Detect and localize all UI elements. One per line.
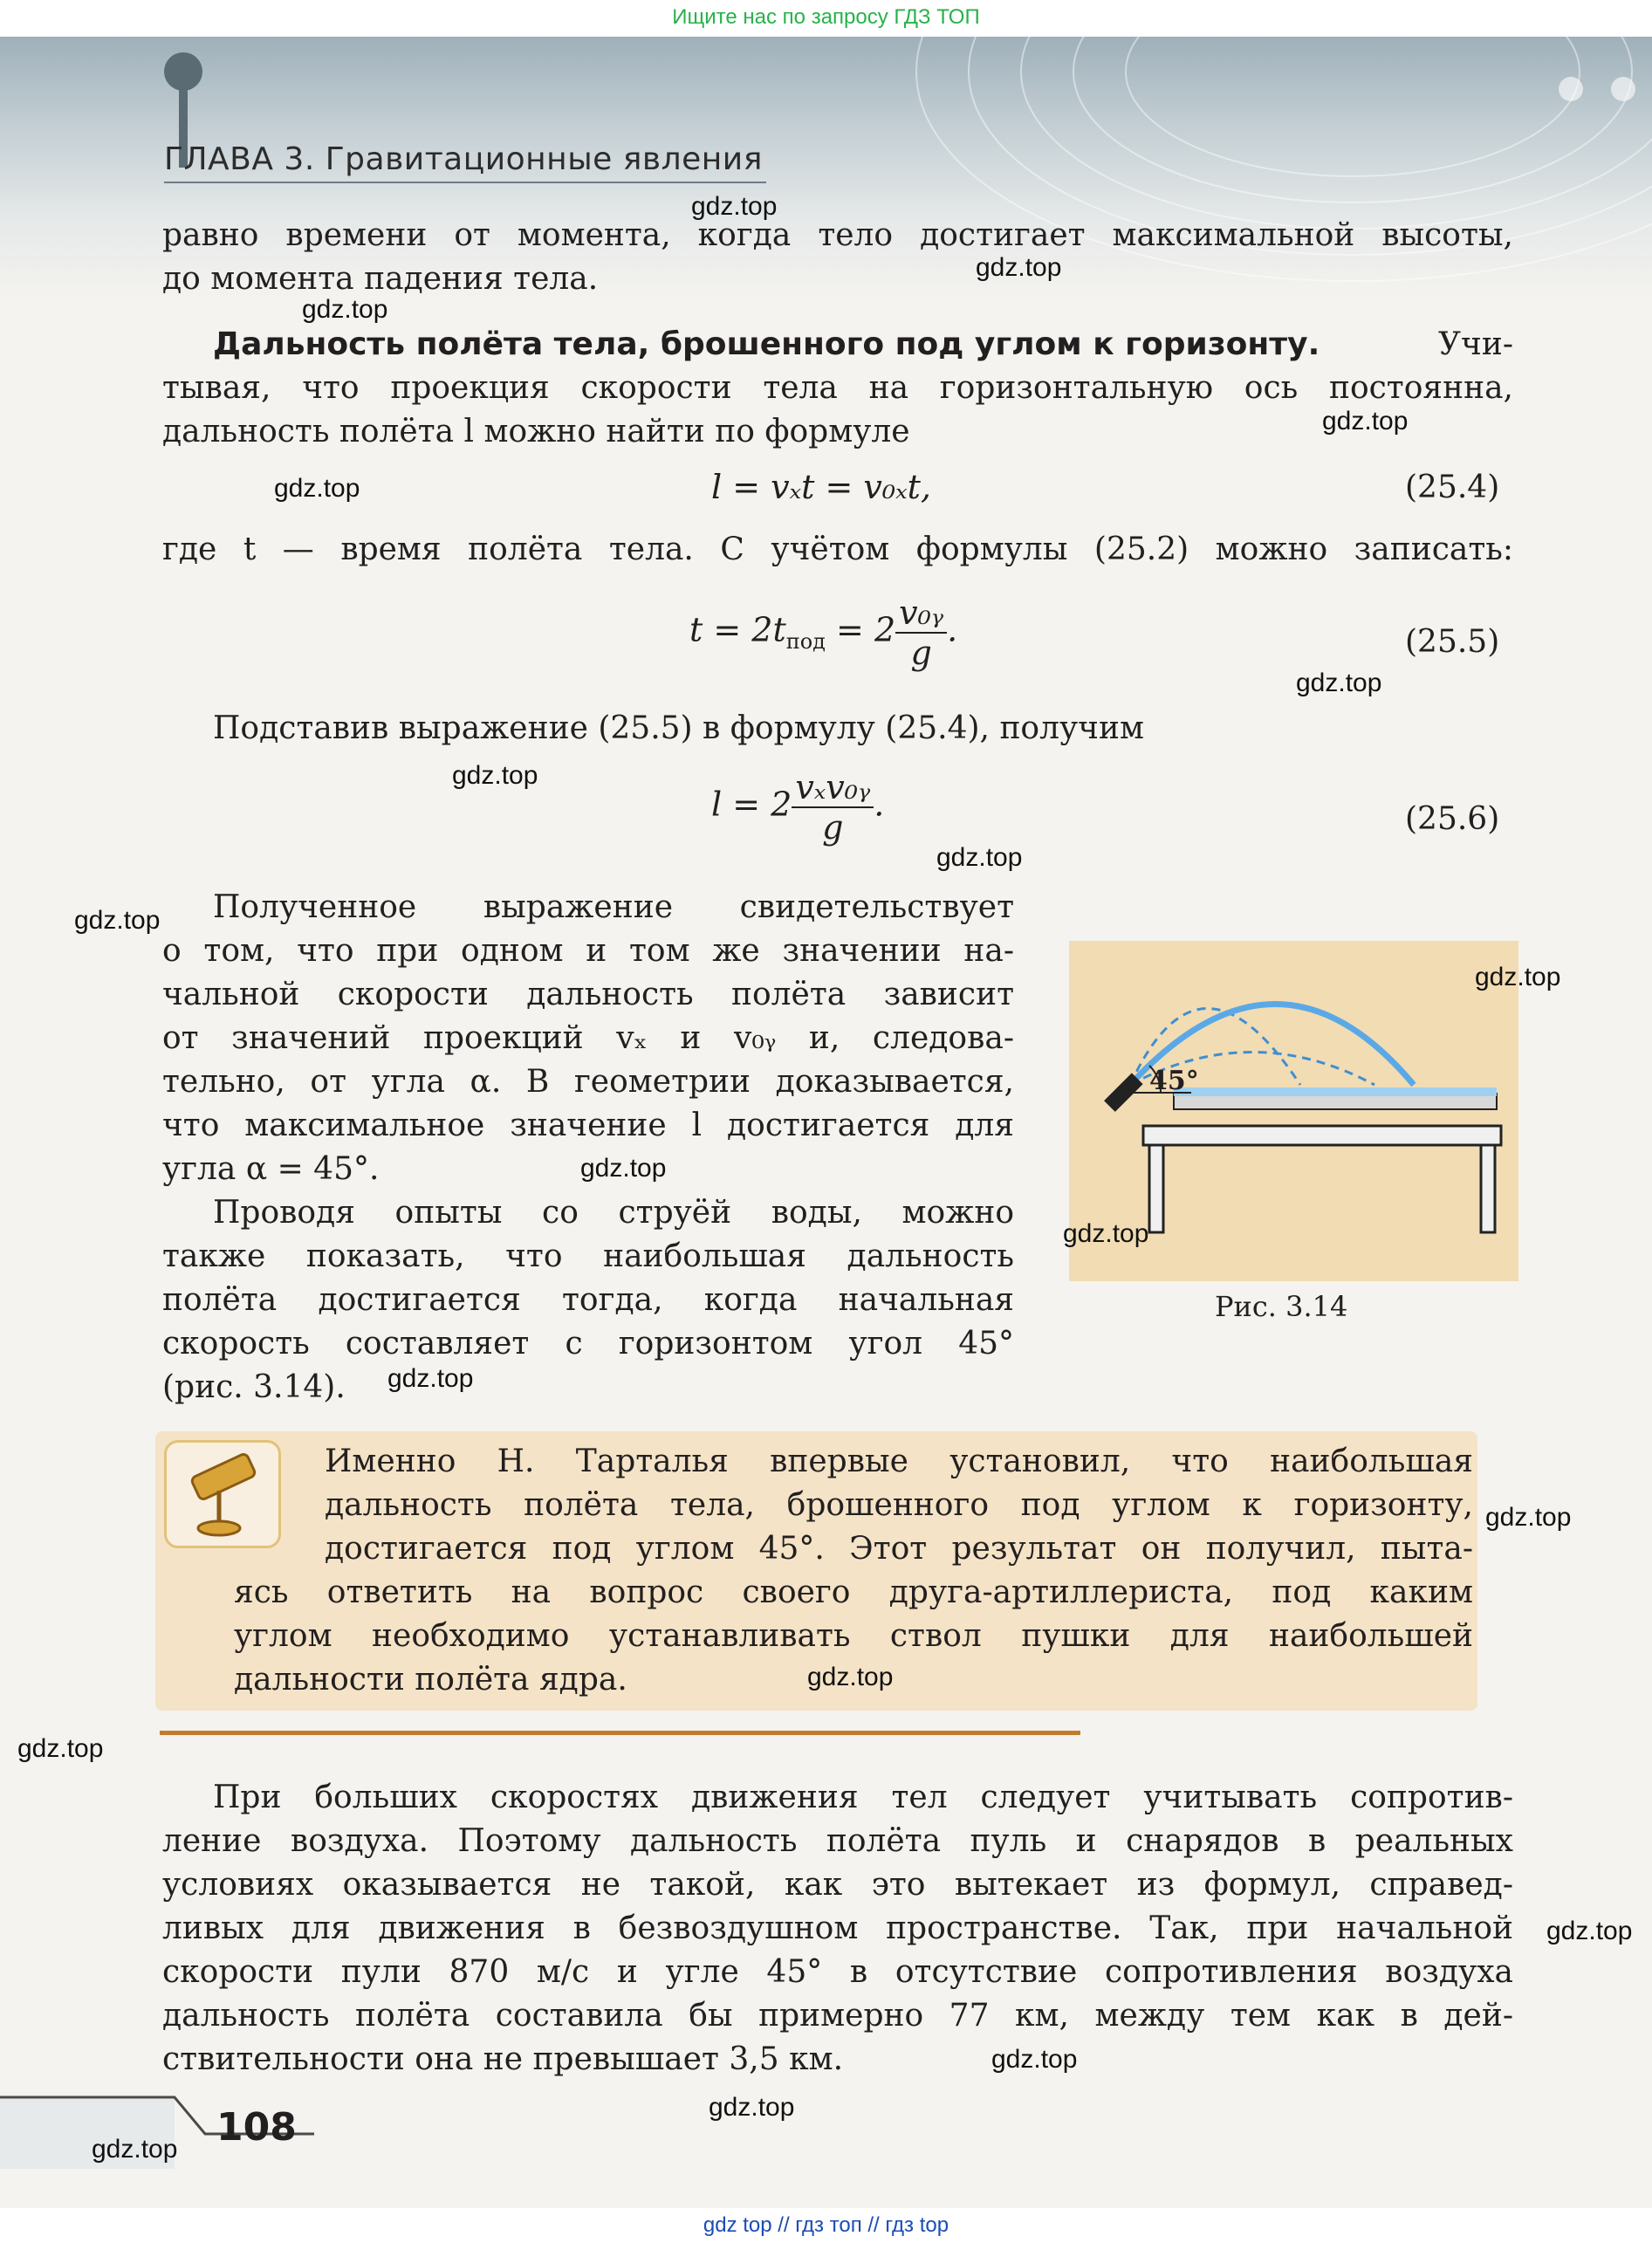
header-rule <box>164 182 766 183</box>
angle-label: 45° <box>1149 1066 1199 1096</box>
watermark: gdz.top <box>302 295 388 324</box>
intro-line-1: равно времени от момента, когда тело достигает максимальной высоты, <box>162 217 1513 253</box>
top-banner[interactable]: Ищите нас по запросу ГДЗ ТОП <box>0 0 1652 37</box>
eq5-sub: под <box>785 629 826 655</box>
note-line-6: дальности полёта ядра. <box>234 1662 627 1698</box>
watermark: gdz.top <box>452 761 538 790</box>
equation-25-6 <box>711 768 884 847</box>
water-surface <box>1174 1087 1497 1096</box>
eq5-end: . <box>947 610 958 649</box>
left-col-line-9: также показать, что наибольшая дальность <box>162 1238 1014 1274</box>
final-line-5: скорости пули 870 м/с и угле 45° в отсутствие сопротивления воздуха <box>162 1954 1513 1990</box>
table-leg-left <box>1149 1145 1163 1232</box>
watermark: gdz.top <box>74 906 161 935</box>
page-number: 108 <box>216 2105 297 2150</box>
final-line-7: ствительности она не превышает 3,5 км. <box>162 2041 844 2077</box>
watermark: gdz.top <box>936 843 1023 872</box>
note-line-2: дальность полёта тела, брошенного под углом к горизонту, <box>325 1487 1473 1523</box>
watermark: gdz.top <box>976 253 1062 282</box>
table-top <box>1143 1126 1501 1145</box>
watermark: gdz.top <box>387 1364 474 1393</box>
note-line-4: ясь ответить на вопрос своего друга-артиллериста, под каким <box>234 1574 1473 1610</box>
left-col-line-10: полёта достигается тогда, когда начальная <box>162 1282 1014 1318</box>
figure-caption: Рис. 3.14 <box>1215 1290 1348 1323</box>
watermark: gdz.top <box>1546 1917 1633 1945</box>
watermark: gdz.top <box>92 2135 178 2164</box>
eq6-end: . <box>874 785 885 824</box>
left-col-line-3: чальной скорости дальность полёта зависит <box>162 977 1014 1012</box>
equation-number-25-4: (25.4) <box>1405 470 1500 505</box>
watermark: gdz.top <box>274 474 360 503</box>
left-col-line-4: от значений проекций vₓ и v₀ᵧ и, следова- <box>162 1020 1014 1056</box>
equation-25-5 <box>689 593 957 672</box>
watermark: gdz.top <box>1296 669 1382 697</box>
eq6-left: l = 2 <box>711 785 792 824</box>
eq6-numerator: vₓv₀ᵧ <box>792 768 874 808</box>
section-line-2: тывая, что проекция скорости тела на горизонтальную ось постоянна, <box>162 370 1513 406</box>
eq5-left: t = 2t <box>689 610 786 649</box>
final-line-1: При больших скоростях движения тел следует учитывать сопротив- <box>213 1780 1513 1815</box>
final-line-3: условиях оказывается не такой, как это вытекает из формул, справед- <box>162 1867 1513 1903</box>
left-col-line-11: скорость составляет с горизонтом угол 45° <box>162 1326 1014 1362</box>
section-line-1: Учи- <box>1438 326 1513 362</box>
eq5-fraction <box>895 593 947 672</box>
bottom-banner[interactable]: gdz top // гдз топ // гдз top <box>0 2208 1652 2243</box>
left-col-line-12: (рис. 3.14). <box>162 1369 346 1405</box>
left-col-line-5: тельно, от угла α. В геометрии доказывается, <box>162 1064 1014 1100</box>
equation-25-4: l = vₓt = v₀ₓt, <box>711 468 931 506</box>
watermark: gdz.top <box>1475 963 1561 991</box>
watermark: gdz.top <box>1485 1503 1572 1532</box>
watermark: gdz.top <box>17 1734 104 1763</box>
left-col-line-6: что максимальное значение l достигается для <box>162 1108 1014 1143</box>
telescope-icon <box>164 1440 281 1548</box>
eq6-fraction <box>792 768 874 847</box>
equation-number-25-5: (25.5) <box>1405 624 1500 660</box>
chapter-title: ГЛАВА 3. Гравитационные явления <box>164 141 763 177</box>
section-separator <box>160 1731 1080 1735</box>
table-leg-right <box>1481 1145 1495 1232</box>
watermark: gdz.top <box>991 2045 1078 2074</box>
left-col-line-7: угла α = 45°. <box>162 1151 380 1187</box>
note-line-5: углом необходимо устанавливать ствол пушки для наибольшей <box>234 1618 1473 1654</box>
equation-number-25-6: (25.6) <box>1405 801 1500 837</box>
left-col-line-2: о том, что при одном и том же значении на- <box>162 933 1014 969</box>
watermark: gdz.top <box>709 2093 795 2122</box>
note-line-3: достигается под углом 45°. Этот результат он получил, пыта- <box>325 1531 1473 1567</box>
watermark: gdz.top <box>691 192 778 221</box>
eq5-denominator: g <box>910 634 932 672</box>
watermark: gdz.top <box>580 1154 667 1183</box>
final-line-2: ление воздуха. Поэтому дальность полёта пуль и снарядов в реальных <box>162 1823 1513 1859</box>
final-line-4: ливых для движения в безвоздушном пространстве. Так, при начальной <box>162 1910 1513 1946</box>
left-col-line-1: Полученное выражение свидетельствует <box>213 889 1014 925</box>
watermark: gdz.top <box>1322 407 1409 436</box>
eq6-denominator: g <box>822 808 844 847</box>
left-col-line-8: Проводя опыты со струёй воды, можно <box>213 1195 1014 1231</box>
section-line-3: дальность полёта l можно найти по формуле <box>162 414 910 449</box>
section-heading-line <box>213 323 1513 367</box>
after-eq-5: Подставив выражение (25.5) в формулу (25.4), получим <box>213 710 1144 746</box>
watermark: gdz.top <box>1063 1219 1149 1248</box>
eq5-numerator: v₀ᵧ <box>895 593 947 634</box>
final-line-6: дальность полёта составила бы примерно 77 км, между тем как в дей- <box>162 1998 1513 2034</box>
section-heading: Дальность полёта тела, брошенного под углом к горизонту. <box>213 326 1320 362</box>
watermark: gdz.top <box>807 1663 894 1691</box>
note-line-1: Именно Н. Тарталья впервые установил, что наибольшая <box>325 1444 1473 1479</box>
after-eq-4: где t — время полёта тела. С учётом формулы (25.2) можно записать: <box>162 532 1513 567</box>
intro-line-2: до момента падения тела. <box>162 261 599 297</box>
eq5-mid: = 2 <box>825 610 896 649</box>
